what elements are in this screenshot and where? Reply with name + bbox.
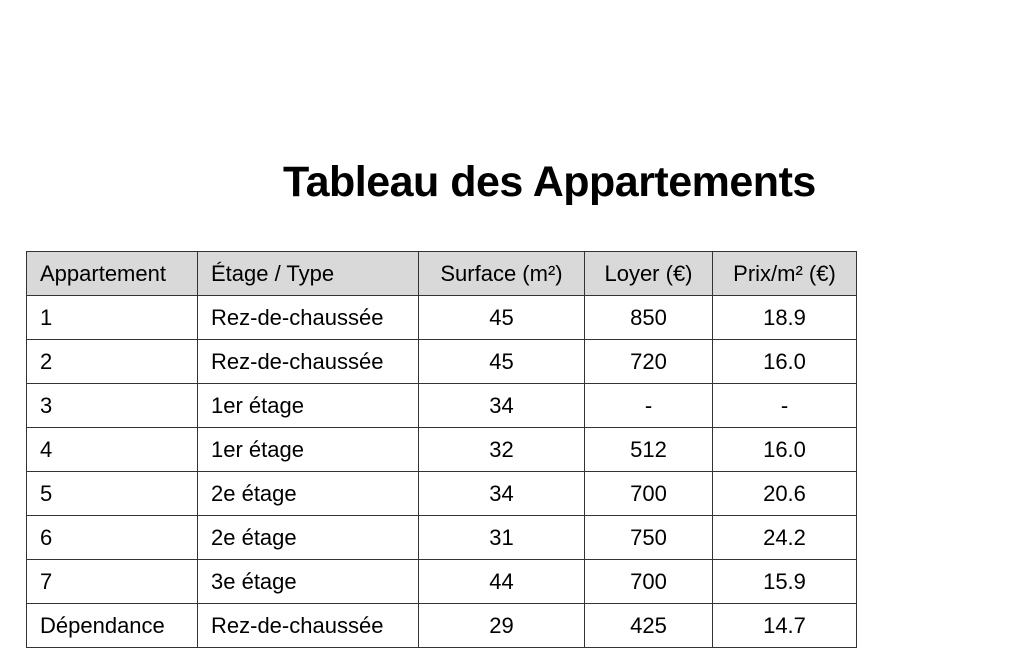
apartments-table: [26, 251, 857, 648]
page-title: Tableau des Appartements: [283, 158, 816, 206]
column-header-appartement: Appartement: [27, 252, 198, 296]
cell-appartement: 4: [27, 428, 198, 472]
cell-etage-type: 1er étage: [198, 428, 419, 472]
cell-prix-m2: 20.6: [713, 472, 857, 516]
cell-prix-m2: 14.7: [713, 604, 857, 648]
cell-surface: 31: [419, 516, 585, 560]
cell-appartement: 1: [27, 296, 198, 340]
cell-prix-m2: 15.9: [713, 560, 857, 604]
cell-surface: 45: [419, 340, 585, 384]
cell-surface: 34: [419, 384, 585, 428]
cell-surface: 34: [419, 472, 585, 516]
cell-prix-m2: 16.0: [713, 340, 857, 384]
cell-appartement: Dépendance: [27, 604, 198, 648]
column-header-loyer: Loyer (€): [585, 252, 713, 296]
table-row: [27, 560, 857, 604]
table-row: [27, 516, 857, 560]
table-header-row: [27, 252, 857, 296]
cell-appartement: 3: [27, 384, 198, 428]
cell-appartement: 7: [27, 560, 198, 604]
column-header-prix-m2: Prix/m² (€): [713, 252, 857, 296]
cell-loyer: 700: [585, 472, 713, 516]
table-row: [27, 384, 857, 428]
cell-loyer: 700: [585, 560, 713, 604]
column-header-surface: Surface (m²): [419, 252, 585, 296]
cell-surface: 29: [419, 604, 585, 648]
cell-etage-type: 1er étage: [198, 384, 419, 428]
cell-loyer: 512: [585, 428, 713, 472]
cell-appartement: 5: [27, 472, 198, 516]
cell-etage-type: Rez-de-chaussée: [198, 340, 419, 384]
cell-loyer: 850: [585, 296, 713, 340]
table-row: [27, 604, 857, 648]
cell-surface: 45: [419, 296, 585, 340]
table-row: [27, 428, 857, 472]
column-header-etage-type: Étage / Type: [198, 252, 419, 296]
cell-etage-type: Rez-de-chaussée: [198, 296, 419, 340]
cell-loyer: 720: [585, 340, 713, 384]
cell-surface: 44: [419, 560, 585, 604]
cell-appartement: 2: [27, 340, 198, 384]
cell-loyer: 425: [585, 604, 713, 648]
cell-prix-m2: 18.9: [713, 296, 857, 340]
cell-appartement: 6: [27, 516, 198, 560]
cell-loyer: -: [585, 384, 713, 428]
cell-prix-m2: -: [713, 384, 857, 428]
cell-etage-type: 3e étage: [198, 560, 419, 604]
cell-surface: 32: [419, 428, 585, 472]
table-row: [27, 340, 857, 384]
cell-prix-m2: 16.0: [713, 428, 857, 472]
cell-etage-type: 2e étage: [198, 472, 419, 516]
cell-etage-type: Rez-de-chaussée: [198, 604, 419, 648]
cell-etage-type: 2e étage: [198, 516, 419, 560]
cell-prix-m2: 24.2: [713, 516, 857, 560]
table-row: [27, 296, 857, 340]
cell-loyer: 750: [585, 516, 713, 560]
table-row: [27, 472, 857, 516]
